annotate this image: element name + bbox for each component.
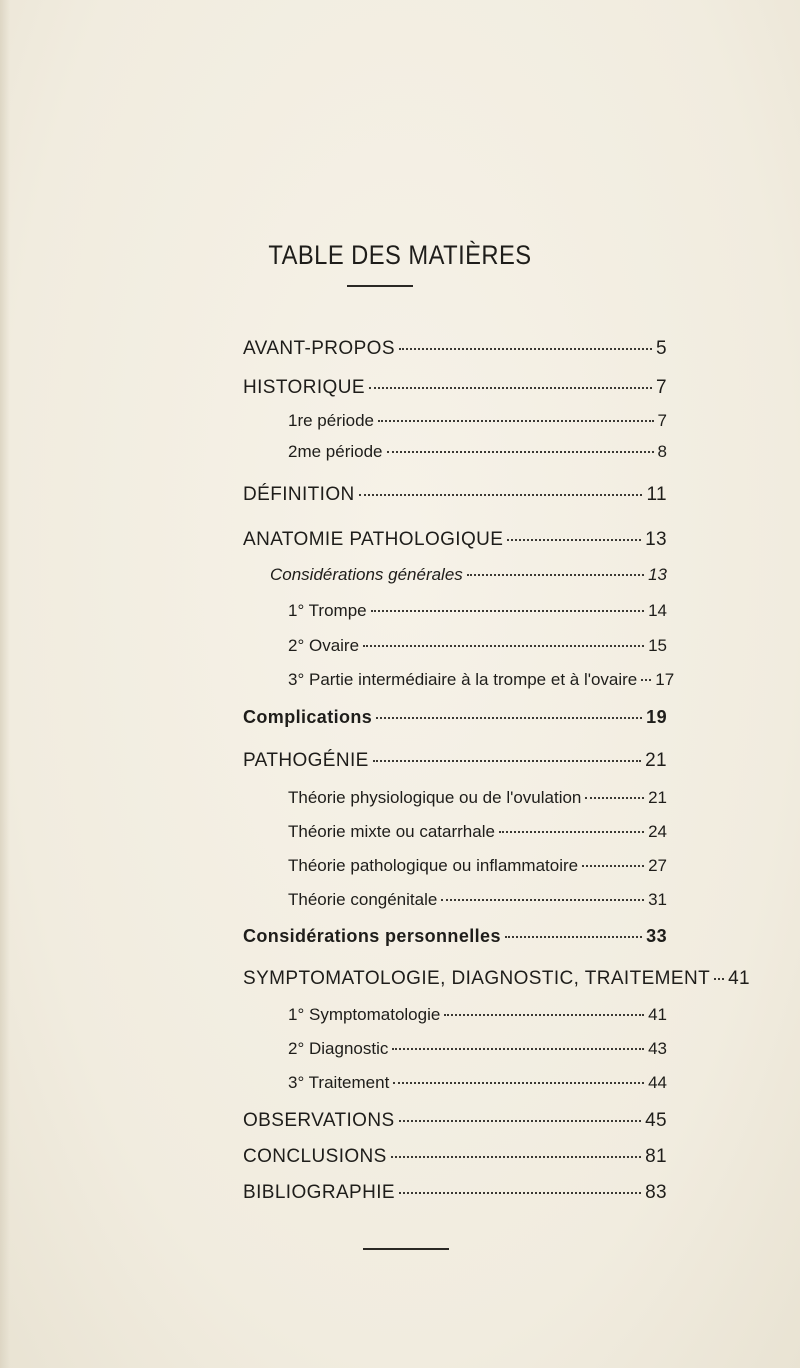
- toc-page-number: 27: [648, 856, 667, 875]
- leader-dots: [399, 1120, 642, 1122]
- toc-entry-ovaire[interactable]: [288, 636, 667, 660]
- leader-dots: [641, 679, 651, 681]
- toc-entry-trompe[interactable]: [288, 601, 667, 625]
- toc-entry-observations[interactable]: [243, 1110, 667, 1134]
- leader-dots: [387, 451, 654, 453]
- leader-dots: [363, 645, 644, 647]
- toc-entry-complications[interactable]: [243, 707, 667, 731]
- leader-dots: [399, 348, 652, 350]
- end-divider: [363, 1248, 449, 1250]
- leader-dots: [714, 978, 724, 980]
- toc-page-number: 21: [645, 750, 667, 771]
- toc-entry-label: PATHOGÉNIE: [243, 750, 369, 771]
- leader-dots: [582, 865, 644, 867]
- toc-entry-label: Théorie congénitale: [288, 890, 438, 909]
- toc-entry-label: BIBLIOGRAPHIE: [243, 1182, 395, 1203]
- leader-dots: [499, 831, 644, 833]
- toc-entry-considerations-generales[interactable]: [270, 565, 667, 589]
- toc-entry-label: AVANT-PROPOS: [243, 338, 395, 359]
- leader-dots: [391, 1156, 641, 1158]
- toc-entry-theorie-physiologique[interactable]: [288, 788, 667, 812]
- toc-page-number: 7: [656, 377, 667, 398]
- toc-page-number: 13: [645, 529, 667, 550]
- toc-entry-traitement[interactable]: [288, 1073, 667, 1097]
- toc-entry-label: 2me période: [288, 442, 383, 461]
- toc-page-number: 11: [646, 484, 667, 505]
- toc-entry-label: SYMPTOMATOLOGIE, DIAGNOSTIC, TRAITEMENT: [243, 968, 711, 989]
- toc-entry-label: 1° Symptomatologie: [288, 1005, 441, 1024]
- toc-entry-label: Théorie pathologique ou inflammatoire: [288, 856, 579, 875]
- toc-entry-anatomie-pathologique[interactable]: [243, 529, 667, 553]
- toc-page-number: 24: [648, 822, 667, 841]
- leader-dots: [505, 936, 642, 938]
- leader-dots: [585, 797, 644, 799]
- toc-entry-periode-2[interactable]: [288, 442, 667, 466]
- leader-dots: [399, 1192, 641, 1194]
- leader-dots: [378, 420, 654, 422]
- leader-dots: [373, 760, 641, 762]
- page-title: TABLE DES MATIÈRES: [268, 240, 532, 270]
- toc-page-number: 5: [656, 338, 667, 359]
- toc-entry-label: DÉFINITION: [243, 484, 355, 505]
- toc-entry-label: Complications: [243, 707, 373, 727]
- toc-entry-definition[interactable]: [243, 484, 667, 508]
- toc-entry-historique[interactable]: [243, 377, 667, 401]
- leader-dots: [507, 539, 641, 541]
- leader-dots: [369, 387, 652, 389]
- toc-page-number: 43: [648, 1039, 667, 1058]
- toc-page-number: 14: [648, 601, 667, 620]
- leader-dots: [392, 1048, 644, 1050]
- leader-dots: [444, 1014, 644, 1016]
- toc-entry-periode-1[interactable]: [288, 411, 667, 435]
- toc-page-number: 45: [645, 1110, 667, 1131]
- toc-entry-label: OBSERVATIONS: [243, 1110, 395, 1131]
- toc-entry-label: Considérations personnelles: [243, 926, 501, 946]
- toc-page-number: 41: [648, 1005, 667, 1024]
- toc-page-number: 41: [728, 968, 751, 989]
- toc-page-number: 31: [648, 890, 667, 909]
- toc-entry-label: Théorie physiologique ou de l'ovulation: [288, 788, 582, 807]
- toc-page-number: 7: [657, 411, 667, 430]
- toc-entry-pathogenie[interactable]: [243, 750, 667, 774]
- toc-entry-avant-propos[interactable]: [243, 338, 667, 362]
- toc-entry-label: HISTORIQUE: [243, 377, 365, 398]
- toc-entry-partie-intermediaire[interactable]: [288, 670, 675, 694]
- leader-dots: [467, 574, 644, 576]
- toc-entry-considerations-personnelles[interactable]: [243, 926, 667, 950]
- toc-page-number: 15: [648, 636, 667, 655]
- toc-page-number: 8: [657, 442, 667, 461]
- toc-entry-label: 3° Traitement: [288, 1073, 390, 1092]
- toc-entry-conclusions[interactable]: [243, 1146, 667, 1170]
- toc-entry-bibliographie[interactable]: [243, 1182, 667, 1206]
- toc-entry-theorie-mixte[interactable]: [288, 822, 667, 846]
- toc-entry-label: CONCLUSIONS: [243, 1146, 387, 1167]
- toc-entry-symptomatologie[interactable]: [288, 1005, 667, 1029]
- toc-entry-label: Considérations générales: [270, 565, 463, 584]
- toc-entry-label: 1° Trompe: [288, 601, 367, 620]
- leader-dots: [376, 717, 642, 719]
- leader-dots: [393, 1082, 644, 1084]
- toc-entry-theorie-pathologique[interactable]: [288, 856, 667, 880]
- toc-entry-symptomatologie-diagnostic-traitement[interactable]: [243, 968, 751, 992]
- toc-page-number: 44: [648, 1073, 667, 1092]
- toc-entry-label: Théorie mixte ou catarrhale: [288, 822, 495, 841]
- toc-page-number: 33: [646, 926, 667, 946]
- toc-entry-label: 1re période: [288, 411, 375, 430]
- toc-page-number: 81: [645, 1146, 667, 1167]
- toc-page-number: 83: [645, 1182, 667, 1203]
- toc-page-number: 13: [648, 565, 667, 584]
- toc-entry-label: 2° Ovaire: [288, 636, 360, 655]
- toc-entry-label: ANATOMIE PATHOLOGIQUE: [243, 529, 504, 550]
- toc-page-number: 19: [646, 707, 667, 727]
- toc-entry-diagnostic[interactable]: [288, 1039, 667, 1063]
- toc-page-number: 21: [648, 788, 667, 807]
- toc-entry-label: 3° Partie intermédiaire à la trompe et à l'ovaire: [288, 670, 638, 689]
- toc-entry-label: 2° Diagnostic: [288, 1039, 389, 1058]
- leader-dots: [359, 494, 643, 496]
- leader-dots: [441, 899, 644, 901]
- toc-entry-theorie-congenitale[interactable]: [288, 890, 667, 914]
- leader-dots: [371, 610, 644, 612]
- toc-page-number: 17: [655, 670, 675, 689]
